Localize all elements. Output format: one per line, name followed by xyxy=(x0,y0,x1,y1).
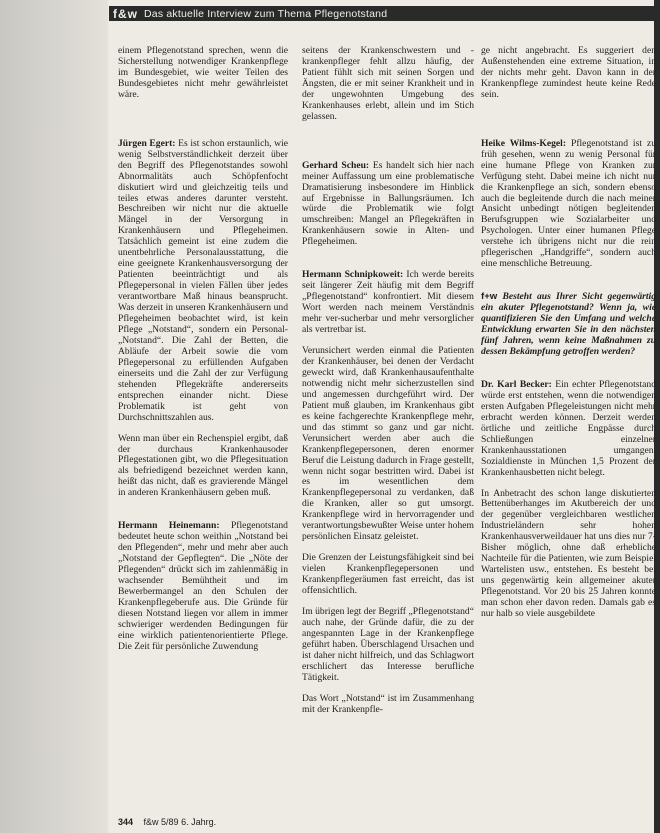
paragraph: Im übrigen legt der Begriff „Pflegenotstand“ auch nahe, der Gründe dafür, die zu der angespannten Lage in der Krankenpflege geführt haben. Überschlagend Ursachen und ist daher nicht hilfreich, und das Schlagwort erschlichert das Interesse berufliche Tätigkeit. xyxy=(302,605,474,683)
interview-question xyxy=(481,292,656,358)
text-column-2 xyxy=(302,46,474,818)
text-column-1 xyxy=(118,46,288,818)
paragraph: In Anbetracht des schon lange diskutierten Bettenüberhanges im Akutbereich der und der gegenüber vergleichbaren westlichen Industrieländern sehr hohen Krankenhausverweildauer hat uns dies nur 7- Bisher möglich, ohne daß erhebliche Nachteile für die Patienten, wie zum Beispiel Wartelisten usw., entstehen. Es besteht bei uns gegenwärtig kein allgemeiner akuter Pflegenotstand. Vor 20 bis 25 Jahren konnte man schon eher davon reden. Damals gab es nur halb so viele ausgebildete xyxy=(481,487,656,619)
paragraph xyxy=(118,139,288,424)
paragraph-text: Pflegenotstand bedeutet heute schon weithin „Notstand bei den Pflegenden“, mehr und mehr aber auch „Notstand der Gepflegten“. Die „Nöte der Pflegenden“ drückt sich im zahlenmäßig in wachsender Bemühtheit und im Bewerbermangel an den Schulen der Krankenpflegeberufe aus. Die Gründe für diesen Notstand liegen vor allem in immer schwieriger werdenden Bedingungen für eine wirklich patientenorientierte Pflege. Die Zeit für persönliche Zuwendung xyxy=(118,520,288,652)
footer-source: f&w 5/89 6. Jahrg. xyxy=(143,817,217,827)
page-footer xyxy=(118,817,216,827)
question-text: Besteht aus Ihrer Sicht gegenwärtig ein akuter Pflegenotstand? Wenn ja, wie quantifizieren Sie den Umfang und welche Entwicklung erwarten Sie in den nächsten fünf Jahren, wenn keine Maßnahmen zu dessen Bekämpfung getroffen werden? xyxy=(481,291,656,357)
text-column-3 xyxy=(481,46,656,818)
paragraph: Die Grenzen der Leistungsfähigkeit sind bei vielen Krankenpflegepersonen und Krankenpflegeräumen fast erreicht, das ist offensichtlich. xyxy=(302,552,474,597)
speaker-name: Hermann Schnipkoweit: xyxy=(302,269,404,281)
page-number: 344 xyxy=(118,817,134,827)
question-label: f+w xyxy=(481,291,498,303)
paragraph: Wenn man über ein Rechenspiel ergibt, daß der durchaus Krankenhausoder Pflegestationen gibt, wo die Pflegesituation als befriedigend bezeichnet werden kann, heißt das nicht, daß es gravierende Mängel in anderen Krankenhäusern geben muß. xyxy=(118,432,288,499)
paragraph: Verunsichert werden einmal die Patienten der Krankenhäuser, bei denen der Verdacht geweckt wird, daß Krankenhausaufenthalte notwendig nicht mehr sicherzustellen sind und angemessen durchgeführt wird. Der Patient muß glauben, im Krankenhaus gibt es keine fachgerechte Krankenpflege mehr, und das stimmt so ganz und gar nicht. Verunsichert werden aber auch die Krankenpflegepersonen, deren enormer Beruf die Leistung dadurch in Frage gestellt, wenn nicht sogar bestritten wird. Dabei ist es im wesentlichen dem Krankenpflegepersonal zu verdanken, daß die Kranken, aller so gut umsorgt. Krankenpflege wird in hervorragender und verantwortungsbewußter Weise unter hohem persönlichen Einsatz geleistet. xyxy=(302,345,474,543)
paragraph xyxy=(481,380,656,479)
speaker-name: Gerhard Scheu: xyxy=(302,159,370,171)
paragraph: Das Wort „Notstand“ ist im Zusammenhang mit der Krankenpfle- xyxy=(302,692,474,715)
paragraph xyxy=(302,161,474,249)
page-header xyxy=(109,6,660,21)
scan-binding-shadow xyxy=(0,0,108,833)
paragraph-text: Es ist schon erstaunlich, wie wenig Selbstverständlichkeit derzeit über den Begriff des Pflegenotstandes sowohl Abnormalitäts auch Schöpfenfocht diskutiert wird und gleichzeitig teils und teiles etwas anderes darunter versteht. Beschreiben wir nicht nur die aktuelle Mängel in der Versorgung in Krankenhäusern und Pflegeheimen. Tatsächlich gemeint ist eine zudem die unentbehrliche Personalausstattung, die eine geeignete Krankenhausversorgung der Patienten beeinträchtigt und als Pflegepersonal in vielen Fällen über jedes verantwortbare Maß hinaus beansprucht. Was derzeit in unseren Krankenhäusern und Pflegeheimen beobachtet wird, ist kein Pflege „Notstand“, sondern ein Personal-„Notstand“. Die Zahl der Betten, die Abläufe der Arbeit sowie die vom Pflegepersonal zu erfüllenden Aufgaben einerseits und die Zahl der zur Verfügung stehenden Pflegekräfte andererseits entsprechen einander nicht. Diese Problematik ist geht von Durchschnittszahlen aus. xyxy=(118,137,288,423)
header-title: Das aktuelle Interview zum Thema Pflegenotstand xyxy=(144,7,388,20)
speaker-name: Heike Wilms-Kegel: xyxy=(481,137,567,149)
paragraph-text: Es handelt sich hier nach meiner Auffassung um eine problematische Dramatisierung insbesondere im Hinblick auf Ergebnisse in Ballungsräumen. Ich würde die Problematik wie folgt umschreiben: Mangel an Pflegekräften in Krankenhäusern sowie in Alten- und Pflegeheimen. xyxy=(302,159,474,248)
speaker-name: Jürgen Egert: xyxy=(118,137,176,149)
speaker-name: Dr. Karl Becker: xyxy=(481,378,552,390)
paragraph-text: Ich werde bereits seit längerer Zeit häufig mit dem Begriff „Pflegenotstand“ konfrontiert. Mit diesem Wort werden nach meinem Verständnis mehr ver-sucherbar und mehr versorglicher als vertretbar ist. xyxy=(302,269,474,336)
paragraph-text: Ein echter Pflegenotstand würde erst entstehen, wenn die notwendigen ersten Aufgaben Pflegeleistungen nicht mehr erbracht werden können. Derzeit werden örtliche und zeitliche Engpässe durch Schließungen einzelner Krankenhausstationen umgangen. Sozialdienste in München 1,5 Prozent der Krankenhausbetten nicht belegt. xyxy=(481,378,656,478)
paragraph xyxy=(118,521,288,652)
speaker-name: Hermann Heinemann: xyxy=(118,520,220,532)
paragraph-text: Pflegenotstand ist zu früh gesehen, wenn zu wenig Personal für eine humane Pflege von Kranken zur Verfügung steht. Dabei meine ich nicht nur die Krankenpflege an sich, sondern ebenso auch die begleitende durch die nach meiner Ansicht unbedingt nötigen begleitenden Berufsgruppen wie Sozialarbeiter und Psychologen. Unter einer humanen Pflege verstehe ich übrigens nicht nur die rein pflegerischen „Handgriffe“, sondern auch eine menschliche Betreuung. xyxy=(481,137,656,270)
paragraph: einem Pflegenotstand sprechen, wenn die Sicherstellung notwendiger Krankenpflege im Bundesgebiet, wie weiter Teilen des Bundesgebietes nicht mehr gewährleistet wäre. xyxy=(118,46,288,100)
journal-logo: f&w xyxy=(113,6,138,21)
paragraph: seitens der Krankenschwestern und -krankenpfleger fehlt allzu häufig, der Patient fühlt sich mit seinen Sorgen und Ängsten, die er mit seiner Krankheit und in der ungewohnten Umgebung des Krankenhauses erlebt, allein und im Stich gelassen. xyxy=(302,46,474,122)
paragraph: ge nicht angebracht. Es suggeriert den Außenstehenden eine extreme Situation, in der nichts mehr geht. Davon kann in der Krankenpflege zumindest heute keine Rede sein. xyxy=(481,46,656,100)
paragraph xyxy=(302,270,474,336)
paragraph xyxy=(481,139,656,270)
